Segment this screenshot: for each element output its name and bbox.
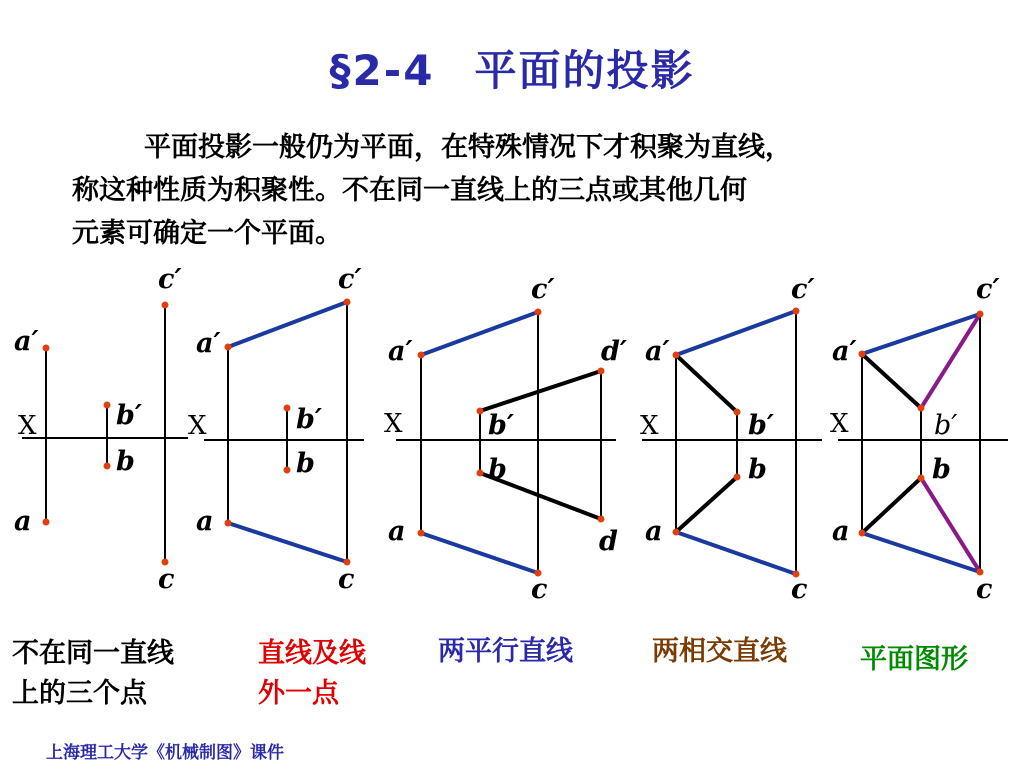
axis-label-x: X (384, 409, 403, 439)
axis-label-x: X (188, 411, 207, 441)
point-a-prime (43, 345, 50, 352)
point-d-prime (598, 368, 605, 375)
panel-line-and-point (188, 264, 364, 595)
point-b (284, 467, 291, 474)
line-ac (228, 523, 347, 562)
line-ac (676, 532, 796, 574)
line-ac-prime (421, 312, 538, 355)
point-a-prime (673, 352, 680, 359)
label-c-prime: c′ (338, 264, 362, 295)
point-a (43, 519, 50, 526)
label-c: c (976, 574, 993, 605)
point-c-prime (793, 308, 800, 315)
label-b-prime: b′ (488, 410, 514, 441)
label-b-prime: b′ (116, 400, 142, 431)
line-ac-prime (862, 314, 980, 354)
point-a-prime (418, 352, 425, 359)
paragraph-line-1: 平面投影一般仍为平面，在特殊情况下才积聚为直线， (144, 132, 792, 163)
point-d (598, 516, 605, 523)
label-a: a (196, 506, 214, 537)
paragraph-line-2: 称这种性质为积聚性。不在同一直线上的三点或其他几何 (72, 175, 747, 206)
label-c-prime: c′ (531, 274, 555, 305)
axis-label-x: X (640, 411, 659, 441)
caption-intersecting-lines: 两相交直线 (652, 636, 787, 667)
label-a-prime: a′ (14, 326, 39, 357)
line-ac (862, 533, 980, 572)
line-ab (862, 478, 921, 533)
label-b: b (488, 454, 507, 485)
label-a: a (645, 516, 663, 547)
axis-label-x: X (830, 409, 849, 439)
label-a-prime: a′ (196, 328, 221, 359)
point-b-prime (918, 405, 925, 412)
point-b-prime (477, 408, 484, 415)
caption-three-points: 不在同一直线 上的三个点 (12, 638, 174, 709)
point-c-prime (977, 311, 984, 318)
line-ac-prime (228, 302, 347, 347)
point-a (673, 529, 680, 536)
footer-credit: 上海理工大学《机械制图》课件 (46, 743, 284, 763)
label-a-prime: a′ (832, 336, 857, 367)
label-a: a (832, 516, 850, 547)
panel-plane-figure (830, 274, 1008, 605)
label-a: a (14, 506, 32, 537)
point-b-prime (734, 409, 741, 416)
line-ab-prime (862, 354, 921, 408)
label-c: c (791, 574, 808, 605)
label-b: b (748, 454, 767, 485)
label-c: c (158, 564, 175, 595)
label-b-prime: b′ (748, 410, 774, 441)
label-b: b (932, 454, 951, 485)
line-ab-prime (676, 355, 737, 412)
section-title: 平面的投影 (474, 46, 695, 95)
label-a-prime: a′ (388, 336, 413, 367)
label-b: b (116, 446, 135, 477)
label-d-prime: d′ (601, 336, 627, 367)
point-a (859, 530, 866, 537)
point-a-prime (225, 344, 232, 351)
label-c: c (338, 564, 355, 595)
panel-intersecting-lines (640, 274, 822, 605)
panel-three-points (14, 264, 188, 595)
line-ab (676, 477, 737, 532)
line-bc (921, 478, 980, 572)
caption-parallel-lines: 两平行直线 (438, 636, 573, 667)
point-a-prime (859, 351, 866, 358)
section-number: §2-4 (329, 46, 435, 95)
paragraph-line-3: 元素可确定一个平面。 (72, 218, 342, 249)
caption-line-and-point: 直线及线 外一点 (258, 638, 366, 709)
label-a: a (388, 516, 406, 547)
line-bd-prime (480, 371, 601, 411)
label-b-prime: b′ (934, 410, 958, 441)
label-c-prime: c′ (158, 264, 182, 295)
label-c-prime: c′ (976, 274, 1000, 305)
label-c: c (531, 574, 548, 605)
label-d: d (599, 526, 618, 557)
caption-plane-figure: 平面图形 (860, 644, 968, 675)
point-a (418, 530, 425, 537)
line-bc-prime (921, 314, 980, 408)
line-ac-prime (676, 311, 796, 355)
label-a-prime: a′ (645, 336, 670, 367)
point-b-prime (104, 402, 111, 409)
axis-label-x: X (18, 411, 37, 441)
label-b: b (296, 448, 315, 479)
point-c-prime (162, 302, 169, 309)
label-c-prime: c′ (791, 274, 815, 305)
point-a (225, 520, 232, 527)
panel-parallel-lines (384, 274, 627, 605)
point-b (104, 463, 111, 470)
point-b (477, 470, 484, 477)
point-b (734, 474, 741, 481)
point-b (918, 475, 925, 482)
label-b-prime: b′ (296, 404, 322, 435)
point-c-prime (344, 299, 351, 306)
point-b-prime (284, 405, 291, 412)
point-c-prime (535, 309, 542, 316)
line-ac (421, 533, 538, 573)
